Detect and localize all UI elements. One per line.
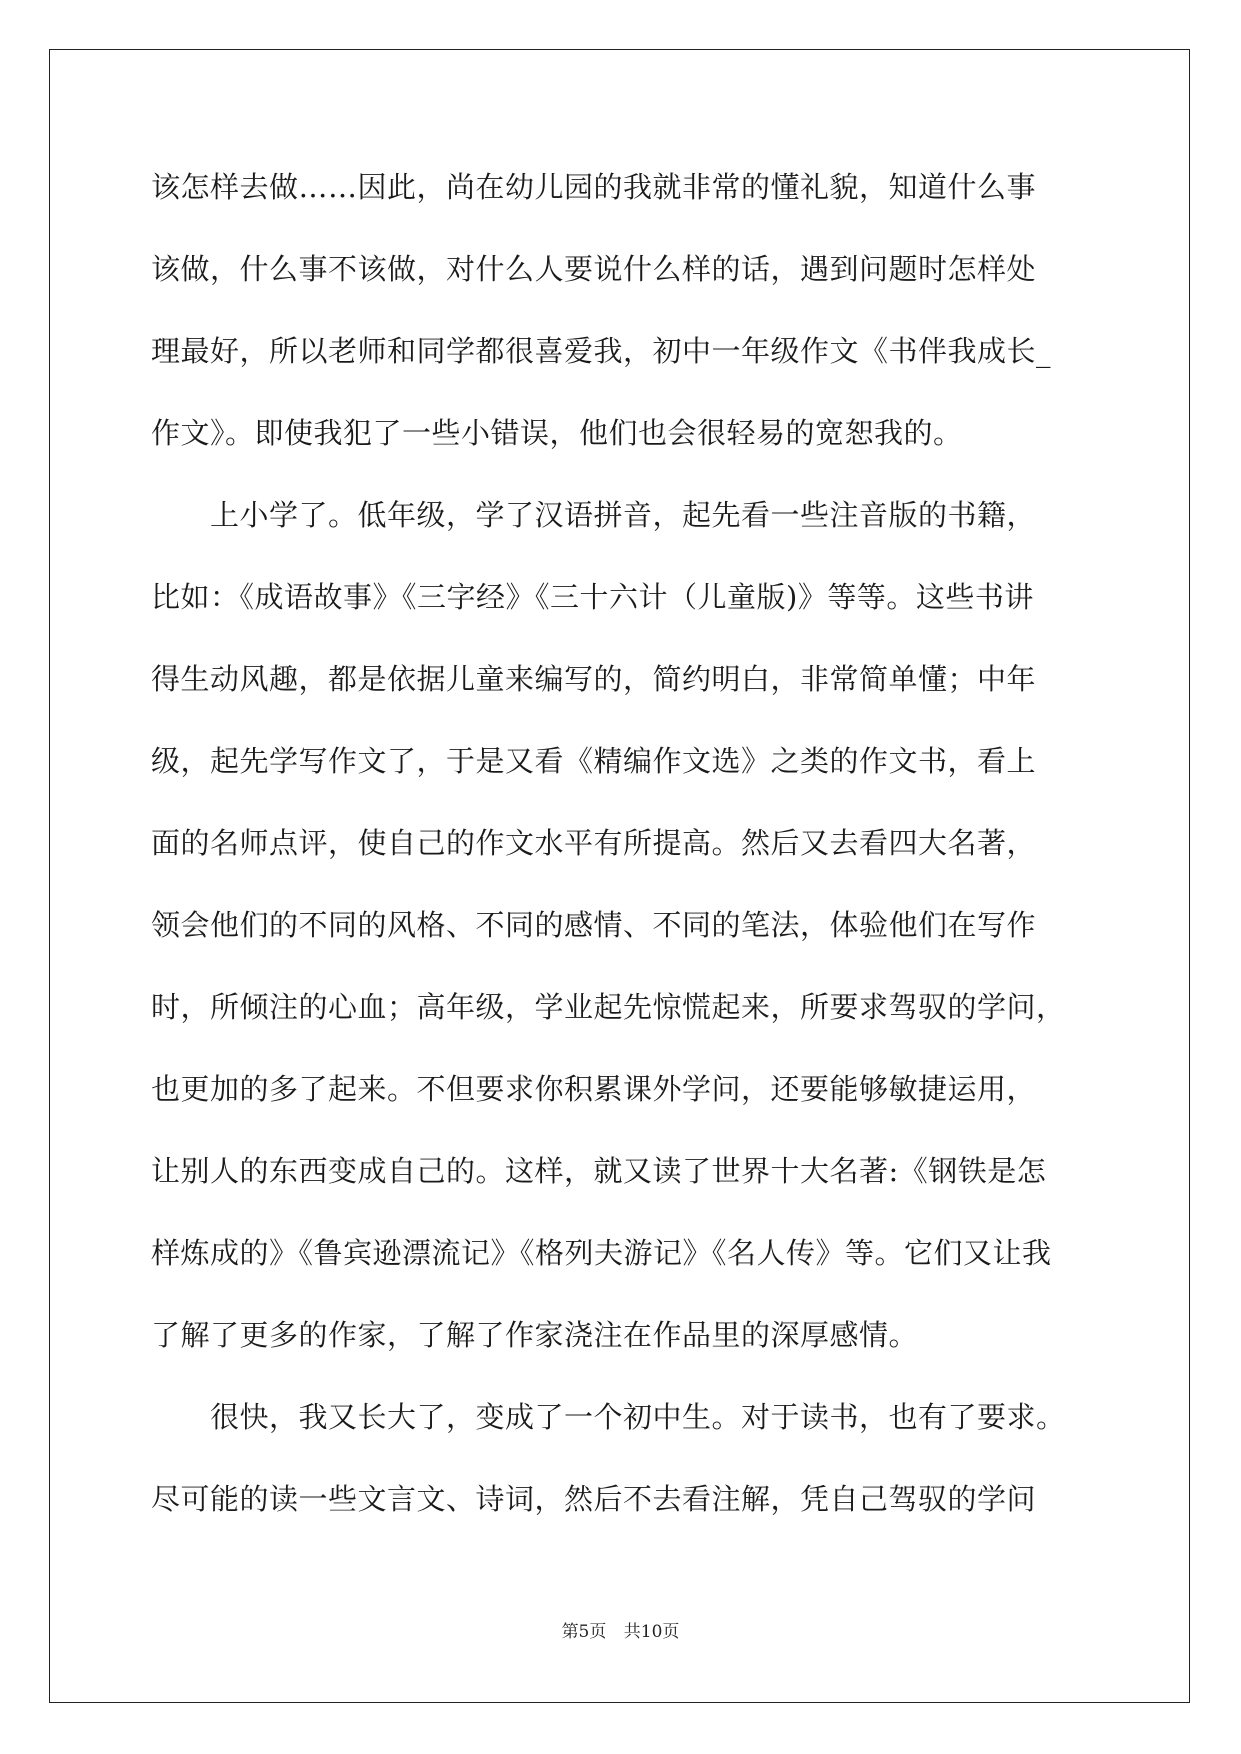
text-line: 该怎样去做……因此，尚在幼儿园的我就非常的懂礼貌，知道什么事 [151,170,1037,204]
page-number: 第5页 [561,1622,607,1642]
text-line: 作文》。即使我犯了一些小错误，他们也会很轻易的宽恕我的。 [151,416,963,450]
document-body [151,161,1101,1555]
page-footer [0,1617,1241,1642]
page-total: 共10页 [623,1622,680,1642]
text-line: 级，起先学写作文了，于是又看《精编作文选》之类的作文书，看上 [151,744,1037,778]
text-line: 理最好，所以老师和同学都很喜爱我，初中一年级作文《书伴我成长_ [151,334,1052,368]
text-line: 面的名师点评，使自己的作文水平有所提高。然后又去看四大名著， [151,826,1037,860]
text-line: 让别人的东西变成自己的。这样，就又读了世界十大名著:《钢铁是怎 [151,1154,1047,1188]
text-line: 上小学了。低年级，学了汉语拼音，起先看一些注音版的书籍， [151,498,1037,532]
text-line: 了解了更多的作家，了解了作家浇注在作品里的深厚感情。 [151,1318,919,1352]
text-line: 尽可能的读一些文言文、诗词，然后不去看注解，凭自己驾驭的学问 [151,1482,1037,1516]
text-line: 得生动风趣，都是依据儿童来编写的，简约明白，非常简单懂；中年 [151,662,1037,696]
text-line: 比如：《成语故事》《三字经》《三十六计（儿童版)》等等。这些书讲 [151,580,1034,614]
text-line: 样炼成的》《鲁宾逊漂流记》《格列夫游记》《名人传》等。它们又让我 [151,1236,1052,1270]
text-line: 也更加的多了起来。不但要求你积累课外学问，还要能够敏捷运用， [151,1072,1037,1106]
text-line: 很快，我又长大了，变成了一个初中生。对于读书，也有了要求。 [151,1400,1066,1434]
text-line: 时，所倾注的心血；高年级，学业起先惊慌起来，所要求驾驭的学问， [151,990,1066,1024]
text-line: 该做，什么事不该做，对什么人要说什么样的话，遇到问题时怎样处 [151,252,1037,286]
text-line: 领会他们的不同的风格、不同的感情、不同的笔法，体验他们在写作 [151,908,1037,942]
